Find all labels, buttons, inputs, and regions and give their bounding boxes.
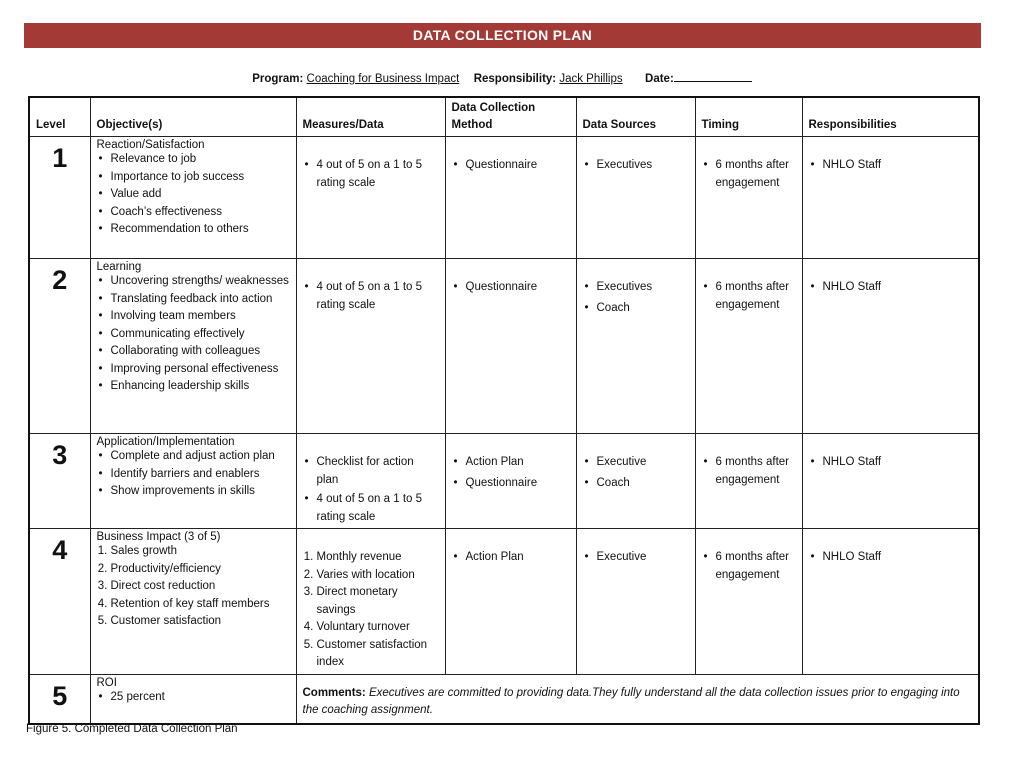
list-item: • 4 out of 5 on a 1 to 5 rating scale — [303, 491, 439, 526]
list-item: 2. Varies with location — [317, 567, 439, 585]
measures-cell — [296, 434, 445, 529]
responsibilities-cell — [802, 137, 979, 259]
header-level: Level — [29, 97, 90, 137]
header-method: Data Collection Method — [445, 97, 576, 137]
list-item: • Executive — [583, 549, 689, 567]
responsibility-value: Jack Phillips — [559, 73, 623, 85]
program-info-line — [0, 70, 1004, 85]
list-item: • Executives — [583, 279, 689, 297]
list-item: 5. Customer satisfaction index — [317, 637, 439, 672]
list-item: 1. Sales growth — [111, 543, 290, 561]
list-item: • Translating feedback into action — [97, 291, 290, 309]
timing-cell — [695, 529, 802, 675]
measures-list — [303, 549, 439, 672]
objective-list — [97, 448, 290, 501]
sources-cell — [576, 434, 695, 529]
page-title-banner — [24, 23, 981, 48]
timing-cell — [695, 434, 802, 529]
list-item: • Enhancing leadership skills — [97, 378, 290, 396]
list-item: • 6 months after engagement — [702, 549, 796, 584]
data-collection-table — [28, 96, 980, 725]
responsibility-label: Responsibility: — [473, 73, 557, 85]
list-item: • Questionnaire — [452, 279, 570, 297]
table-header-row — [29, 97, 979, 137]
list-item: 3. Direct cost reduction — [111, 578, 290, 596]
objective-list — [97, 689, 290, 707]
list-item: • Improving personal effectiveness — [97, 361, 290, 379]
program-value: Coaching for Business Impact — [306, 73, 460, 85]
measures-cell — [296, 259, 445, 434]
method-cell — [445, 137, 576, 259]
objective-list — [97, 273, 290, 396]
list-item: • Coach — [583, 475, 689, 493]
date-blank-line — [674, 70, 752, 82]
figure-caption: Figure 5. Completed Data Collection Plan — [26, 723, 238, 735]
table-row — [29, 434, 979, 529]
list-item: • Coach’s effectiveness — [97, 204, 290, 222]
sources-cell — [576, 529, 695, 675]
objectives-cell — [90, 259, 296, 434]
list-item: • Communicating effectively — [97, 326, 290, 344]
objectives-cell — [90, 674, 296, 724]
header-measures: Measures/Data — [296, 97, 445, 137]
list-item: • Relevance to job — [97, 151, 290, 169]
list-item: • Importance to job success — [97, 169, 290, 187]
list-item: 3. Direct monetary savings — [317, 584, 439, 619]
list-item: • Checklist for action plan — [303, 454, 439, 489]
measures-cell — [296, 137, 445, 259]
table-row — [29, 674, 979, 724]
responsibilities-cell — [802, 529, 979, 675]
list-item: 4. Retention of key staff members — [111, 596, 290, 614]
list-item: • 6 months after engagement — [702, 454, 796, 489]
list-item: • 25 percent — [97, 689, 290, 707]
objective-title: Reaction/Satisfaction — [96, 139, 205, 151]
objective-title: ROI — [96, 676, 117, 689]
list-item: • Questionnaire — [452, 157, 570, 175]
objectives-cell — [90, 434, 296, 529]
list-item: • NHLO Staff — [809, 157, 973, 175]
level-number: 3 — [29, 434, 90, 529]
header-responsibilities: Responsibilities — [802, 97, 979, 137]
list-item: • Uncovering strengths/ weaknesses — [97, 273, 290, 291]
objective-title: Business Impact (3 of 5) — [96, 531, 221, 543]
objective-title: Learning — [96, 261, 142, 273]
list-item: • Complete and adjust action plan — [97, 448, 290, 466]
list-item: • 4 out of 5 on a 1 to 5 rating scale — [303, 279, 439, 314]
list-item: • NHLO Staff — [809, 549, 973, 567]
list-item: • Questionnaire — [452, 475, 570, 493]
list-item: • Recommendation to others — [97, 221, 290, 239]
comments-cell — [296, 674, 979, 724]
level-number: 2 — [29, 259, 90, 434]
page-title: DATA COLLECTION PLAN — [412, 27, 593, 43]
objectives-cell — [90, 137, 296, 259]
list-item: • Executives — [583, 157, 689, 175]
timing-cell — [695, 259, 802, 434]
list-item: • Collaborating with colleagues — [97, 343, 290, 361]
level-number: 4 — [29, 529, 90, 675]
list-item: • Executive — [583, 454, 689, 472]
list-item: • Action Plan — [452, 549, 570, 567]
objectives-cell — [90, 529, 296, 675]
objective-title: Application/Implementation — [96, 436, 235, 448]
header-timing: Timing — [695, 97, 802, 137]
sources-cell — [576, 259, 695, 434]
method-cell — [445, 529, 576, 675]
program-label: Program: — [252, 73, 304, 85]
list-item: 5. Customer satisfaction — [111, 613, 290, 631]
list-item: • Action Plan — [452, 454, 570, 472]
sources-cell — [576, 137, 695, 259]
list-item: 1. Monthly revenue — [317, 549, 439, 567]
list-item: • 6 months after engagement — [702, 157, 796, 192]
method-cell — [445, 259, 576, 434]
list-item: 2. Productivity/efficiency — [111, 561, 290, 579]
comments-text: Executives are committed to providing data.They fully understand all the data collection issues prior to engaging into the coaching assignment. — [302, 686, 960, 716]
list-item: • Identify barriers and enablers — [97, 466, 290, 484]
list-item: • Show improvements in skills — [97, 483, 290, 501]
level-number: 1 — [29, 137, 90, 259]
header-sources: Data Sources — [576, 97, 695, 137]
list-item: • NHLO Staff — [809, 454, 973, 472]
table-row — [29, 529, 979, 675]
method-cell — [445, 434, 576, 529]
level-number: 5 — [29, 674, 90, 724]
objective-list — [97, 543, 290, 631]
list-item: • Coach — [583, 300, 689, 318]
measures-cell — [296, 529, 445, 675]
list-item: • 4 out of 5 on a 1 to 5 rating scale — [303, 157, 439, 192]
header-objectives: Objective(s) — [90, 97, 296, 137]
list-item: • Involving team members — [97, 308, 290, 326]
date-label: Date: — [645, 73, 674, 85]
table-row — [29, 137, 979, 259]
comments-label: Comments: — [302, 686, 366, 699]
list-item: • 6 months after engagement — [702, 279, 796, 314]
responsibilities-cell — [802, 259, 979, 434]
list-item: • NHLO Staff — [809, 279, 973, 297]
timing-cell — [695, 137, 802, 259]
list-item: • Value add — [97, 186, 290, 204]
objective-list — [97, 151, 290, 239]
table-row — [29, 259, 979, 434]
list-item: 4. Voluntary turnover — [317, 619, 439, 637]
responsibilities-cell — [802, 434, 979, 529]
